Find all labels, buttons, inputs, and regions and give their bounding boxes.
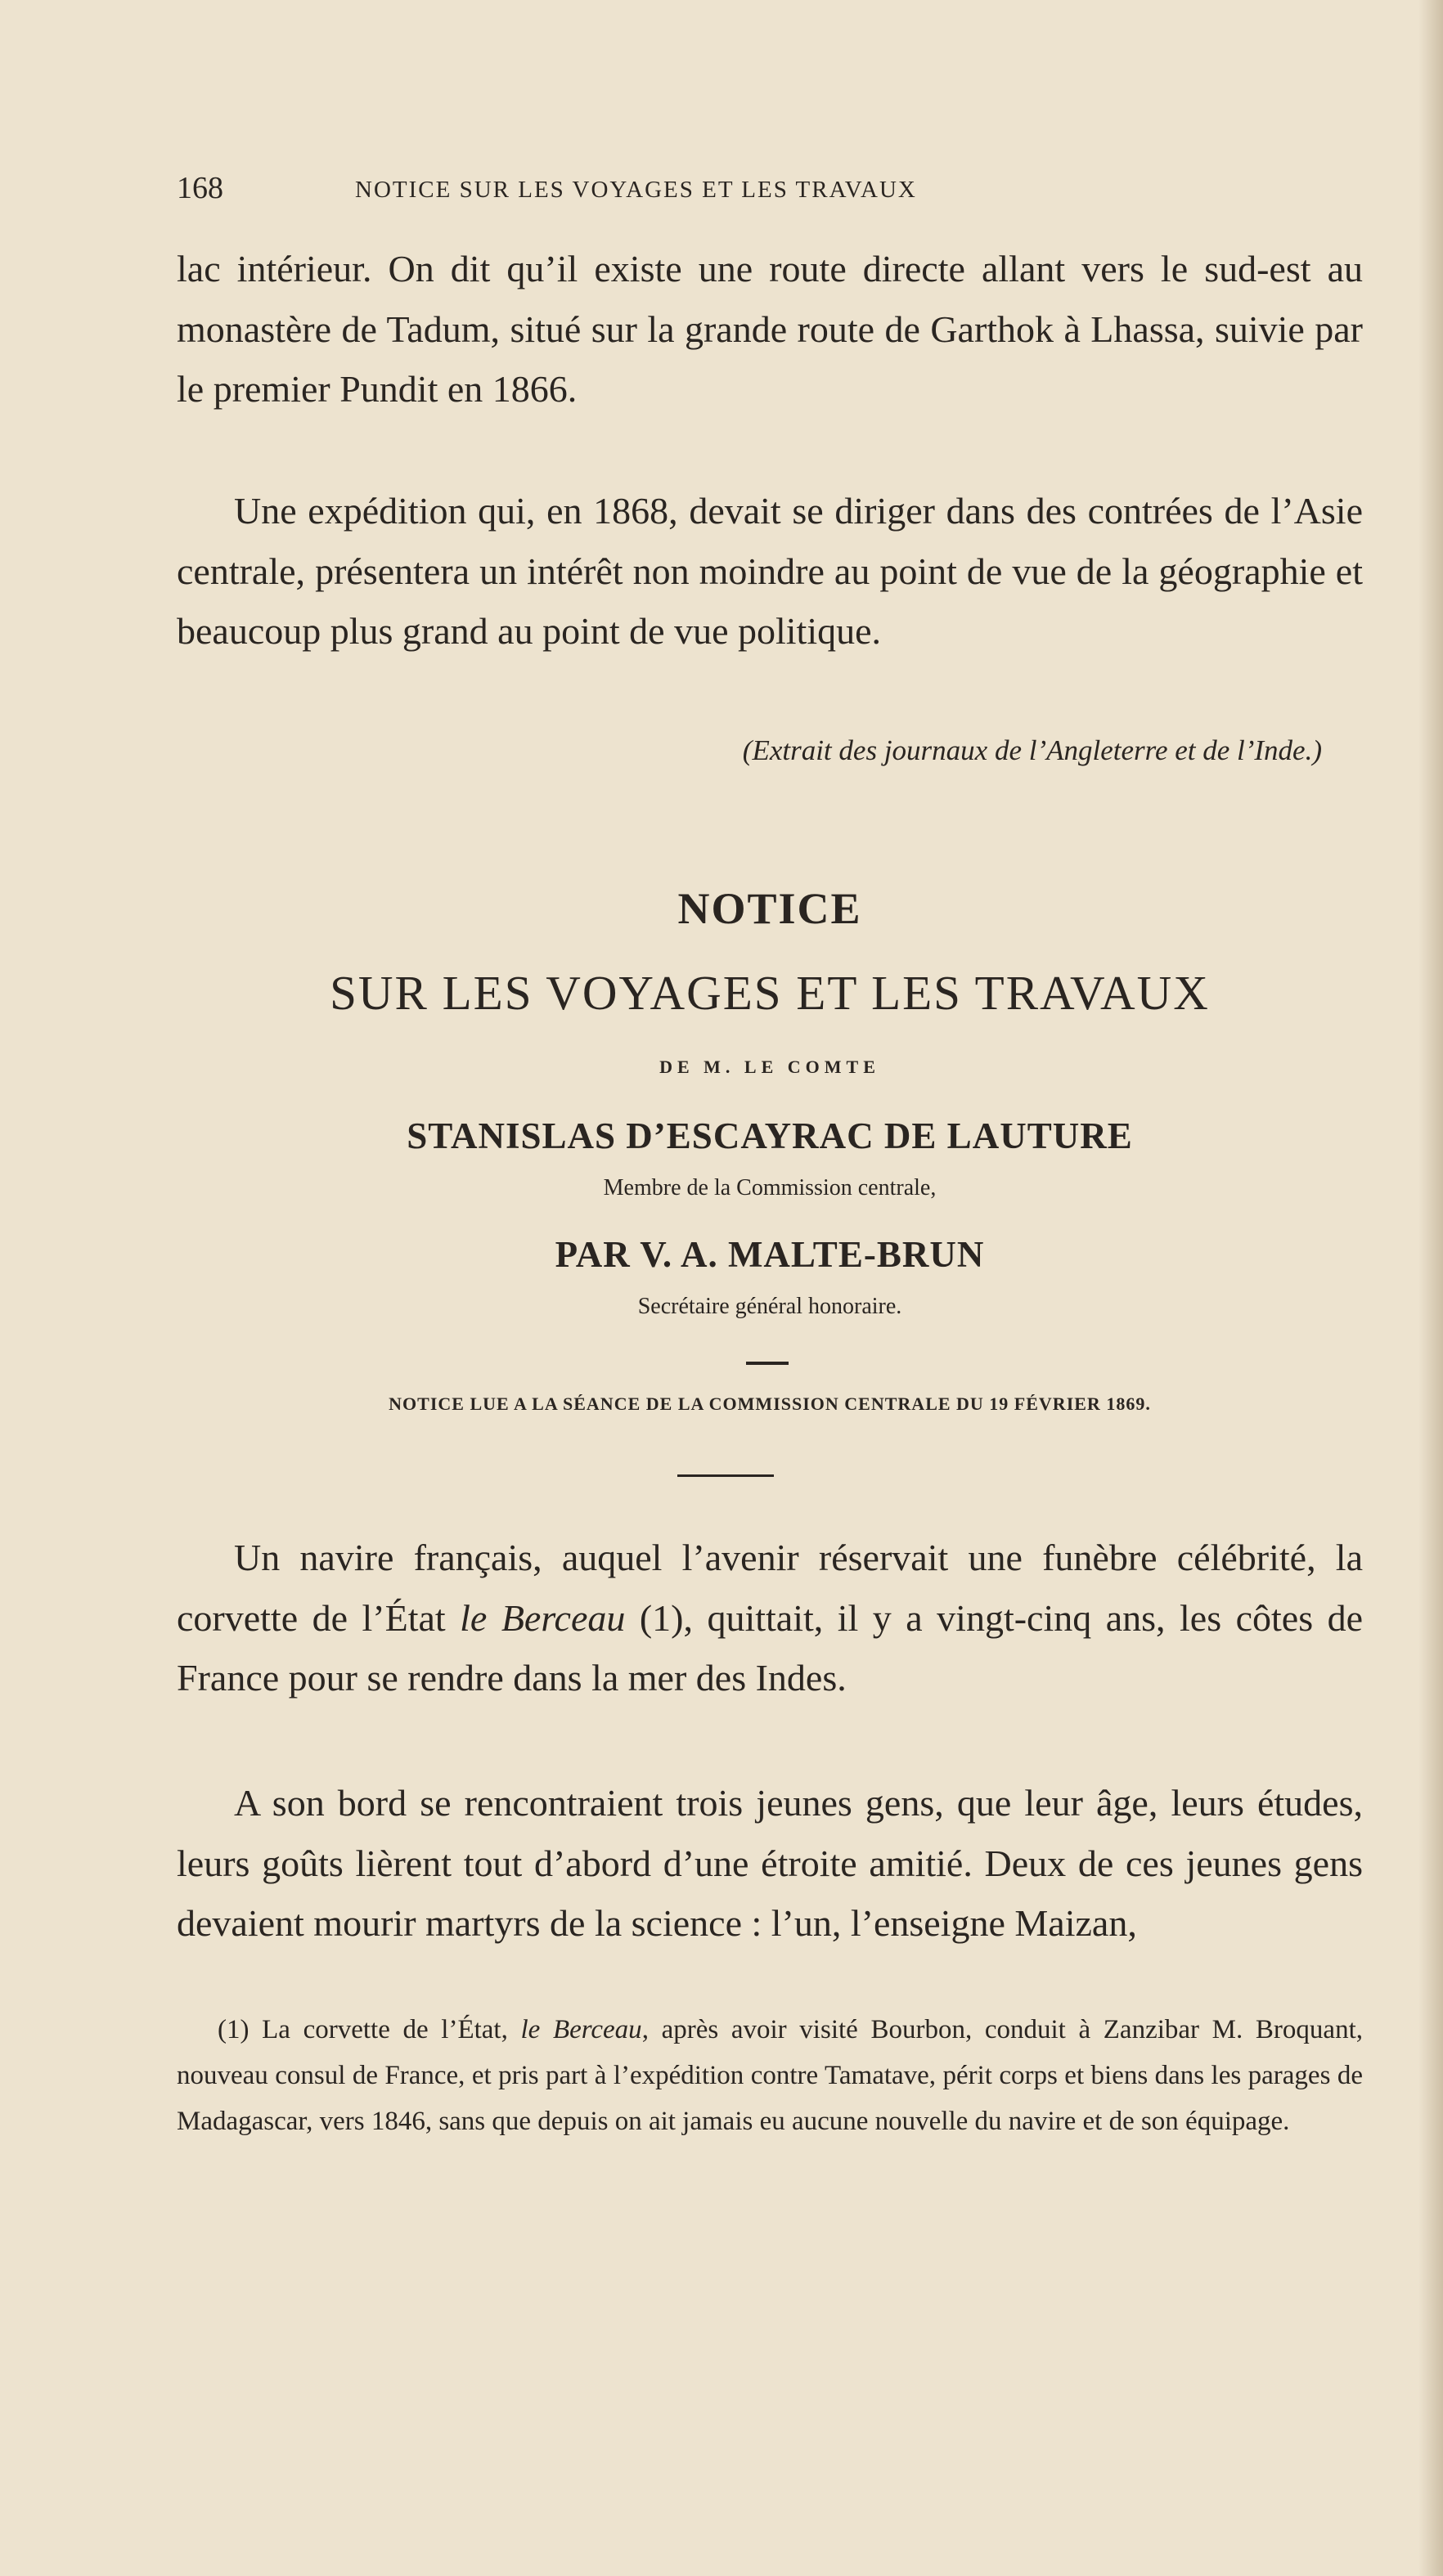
footnote (177, 2007, 1363, 2144)
running-title: NOTICE SUR LES VOYAGES ET LES TRAVAUX (355, 177, 917, 203)
paragraph-ship-text-2: (1), quittait, il y a vingt-cinq ans, les côtes de France pour se rendre dans la mer des Indes. (177, 1596, 1363, 1699)
author-role: Secrétaire général honoraire. (637, 1294, 902, 1319)
divider-rule (677, 1474, 774, 1477)
page-spine-shadow (1418, 0, 1443, 2576)
short-rule (746, 1362, 789, 1365)
subject-role: Membre de la Commission centrale, (603, 1175, 937, 1200)
notice-subtitle-de: DE M. LE COMTE (659, 1057, 880, 1077)
notice-heading: NOTICE (677, 884, 862, 933)
reading-note: NOTICE LUE A LA SÉANCE DE LA COMMISSION CENTRALE DU 19 FÉVRIER 1869. (389, 1393, 1151, 1414)
paragraph-companions: A son bord se rencontraient trois jeunes gens, que leur âge, leurs études, leurs goûts lièrent tout d’abord d’une étroite amitié. Deux de ces jeunes gens devaient mourir martyrs de la science : l’un, l’enseigne Maizan, (177, 1782, 1363, 1945)
footnote-text-1: (1) La corvette de l’État, (218, 2015, 521, 2044)
paragraph-ship-text-1: Un navire français, auquel l’avenir réservait une funèbre célébrité, la corvette de l’État (177, 1537, 1363, 1639)
subject-name: STANISLAS D’ESCAYRAC DE LAUTURE (407, 1115, 1133, 1156)
paragraph-expedition: Une expédition qui, en 1868, devait se diriger dans des contrées de l’Asie centrale, présentera un intérêt non moindre au point de vue de la géographie et beaucoup plus grand au point de vue politique. (177, 490, 1363, 653)
author-byline: PAR V. A. MALTE-BRUN (555, 1234, 985, 1275)
source-citation: (Extrait des journaux de l’Angleterre et de l’Inde.) (742, 734, 1322, 766)
ship-name: le Berceau (460, 1596, 626, 1639)
footnote-ship-name: le Berceau (520, 2015, 642, 2044)
footnote-text-2: , après avoir visité Bourbon, conduit à Zanzibar M. Broquant, nouveau consul de France, et pris part à l’expédition contre Tamatave, périt corps et biens dans les parages de Madagascar, vers 1846, sans que depuis on ait jamais eu aucune nouvelle du navire et de son équipage. (177, 2015, 1363, 2136)
page-header (177, 170, 1199, 219)
paragraph-ship (177, 1528, 1363, 1708)
notice-main-title: SUR LES VOYAGES ET LES TRAVAUX (330, 966, 1210, 1020)
paragraph-continued: lac intérieur. On dit qu’il existe une route directe allant vers le sud-est au monastère de Tadum, situé sur la grande route de Garthok à Lhassa, suivie par le premier Pundit en 1866. (177, 248, 1363, 411)
page-number: 168 (177, 171, 223, 205)
